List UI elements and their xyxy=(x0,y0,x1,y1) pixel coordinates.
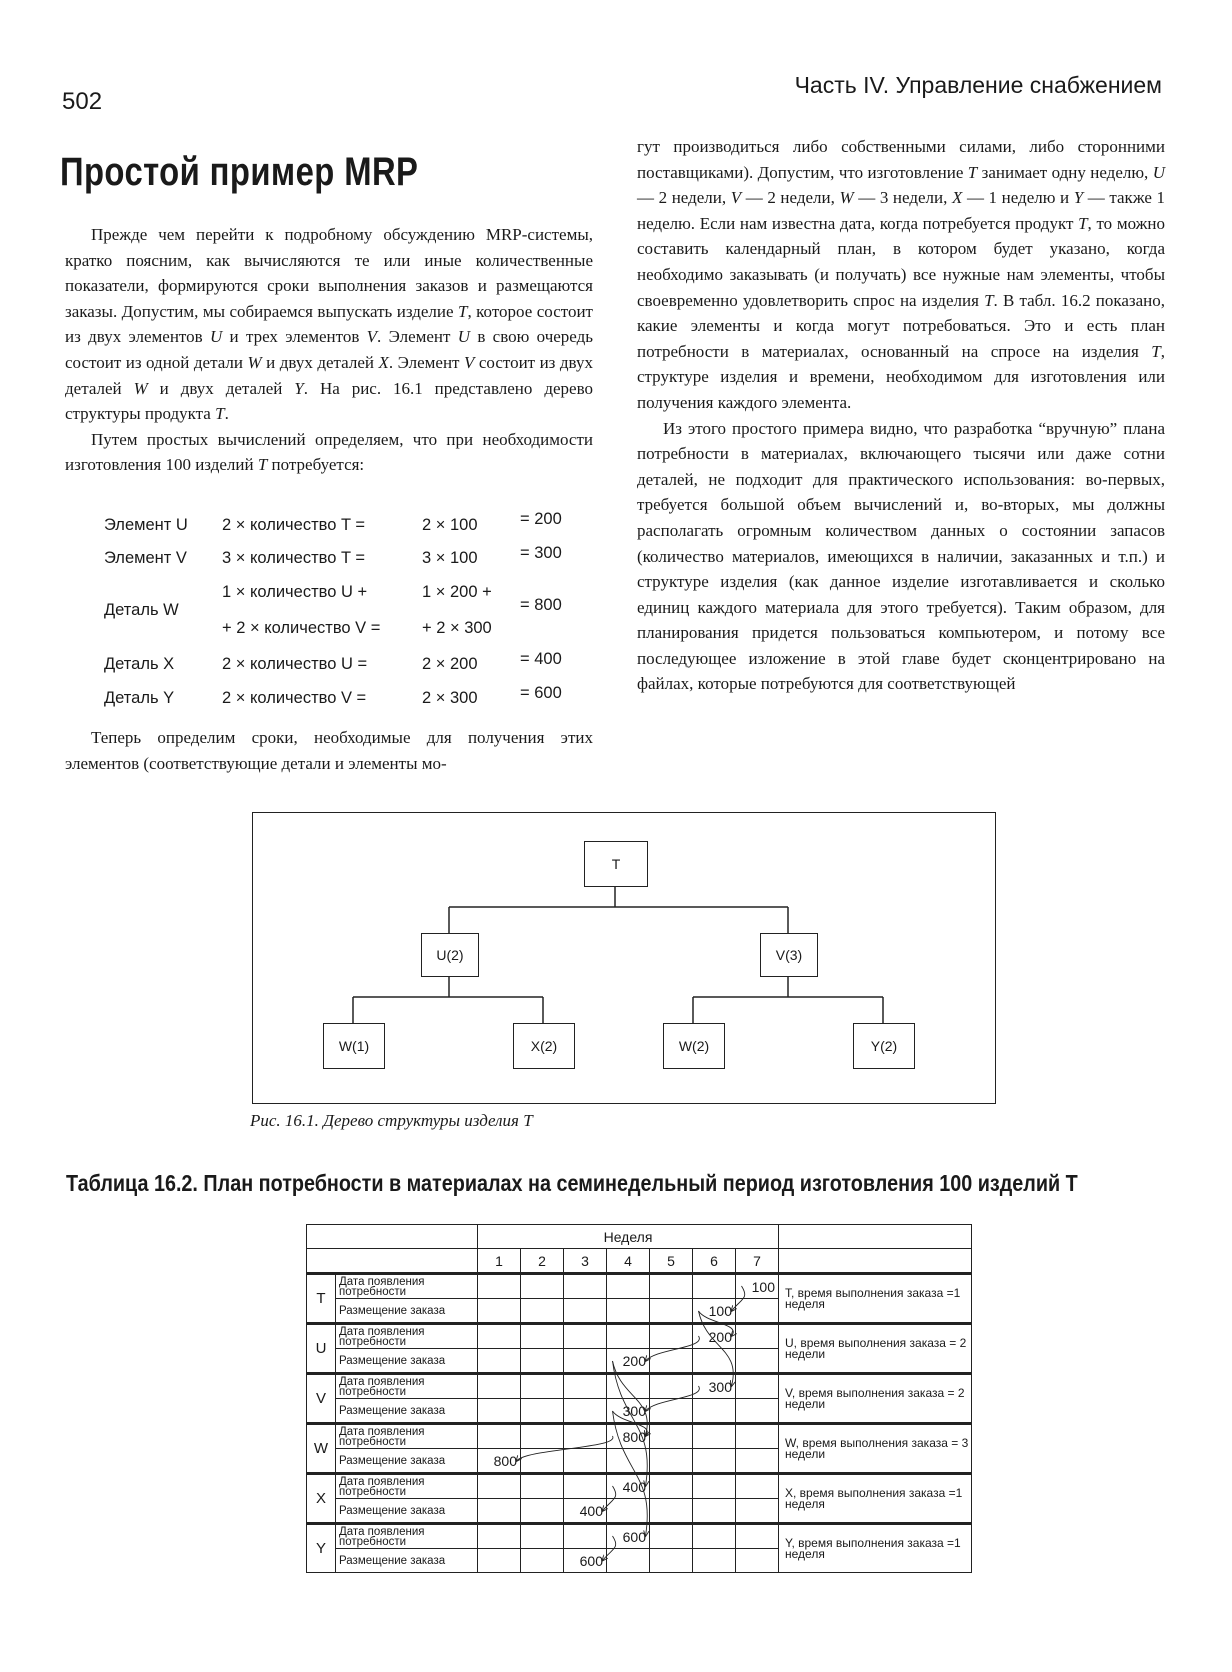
order-cell xyxy=(650,1549,693,1573)
week-number: 6 xyxy=(693,1249,736,1274)
need-cell xyxy=(521,1274,564,1299)
need-cell xyxy=(564,1374,607,1399)
need-cell xyxy=(564,1474,607,1499)
need-cell xyxy=(478,1424,521,1449)
need-cell xyxy=(521,1374,564,1399)
week-number: 4 xyxy=(607,1249,650,1274)
order-label: Размещение заказа xyxy=(336,1549,478,1573)
order-cell xyxy=(693,1349,736,1374)
note-header xyxy=(779,1225,972,1249)
calc-expr: 1 × 200 + xyxy=(422,583,492,601)
calc-label: Деталь Y xyxy=(104,689,175,707)
order-cell xyxy=(650,1449,693,1474)
left-column-end xyxy=(65,725,593,776)
need-cell xyxy=(736,1474,779,1499)
order-cell xyxy=(650,1299,693,1324)
calc-result: = 400 xyxy=(520,650,562,668)
order-cell xyxy=(521,1299,564,1324)
need-cell xyxy=(564,1524,607,1549)
mrp-table xyxy=(306,1224,972,1573)
need-cell xyxy=(521,1474,564,1499)
calc-label: Деталь W xyxy=(104,601,179,619)
need-cell xyxy=(564,1424,607,1449)
paragraph: Из этого простого примера видно, что разработка “вручную” плана потребности в материалах, включающего тысячи или даже сотни деталей, не подходит для практического использования: во-первых, требуется большой объем вычислений и, во-вторых, мы должны располагать огромным количеством данных о состоянии запасов (количество материалов, имеющихся в наличии, заказанных и т.п.) и структуре изделия (как данное изделие изготавливается и сколько единиц каждого материала для этого требуется). Таким образом, для планирования придется пользоваться компьютером, и потому все последующее изложение в этой главе будет сконцентрировано на файлах, которые потребуются для соответствующей xyxy=(637,418,1165,694)
item-code: V xyxy=(307,1374,336,1424)
paragraph: гут производиться либо собственными силами, либо сторонними поставщиками). Допустим, что изготовление T занимает одну неделю, U — 2 недели, V — 2 недели, W — 3 недели, X — 1 неделю и Y — также 1 неделю. Если нам известна дата, когда потребуется продукт T, то можно составить календарный план, в котором будет указано, когда необходимо заказывать (и получать) все нужные нам элементы, чтобы своевременно удовлетворить спрос на изделия T. В табл. 16.2 показано, какие элементы и когда могут потребоваться. Это и есть план потребности в материалах, основанный на спросе на изделия T, структуре изделия и времени, необходимом для изготовления или получения каждого элемента. xyxy=(637,137,1166,412)
order-cell: 800 xyxy=(478,1449,521,1474)
need-cell xyxy=(607,1374,650,1399)
order-cell xyxy=(478,1399,521,1424)
calc-result: = 800 xyxy=(520,596,562,614)
need-cell xyxy=(736,1424,779,1449)
order-cell xyxy=(650,1399,693,1424)
order-cell xyxy=(736,1399,779,1424)
need-cell xyxy=(736,1374,779,1399)
need-cell xyxy=(693,1524,736,1549)
tree-node-v: V(3) xyxy=(760,933,818,977)
paragraph: Теперь определим сроки, необходимые для получения этих элементов (соответствующие детали и элементы мо- xyxy=(65,728,593,773)
need-cell xyxy=(693,1424,736,1449)
item-code: W xyxy=(307,1424,336,1474)
order-cell xyxy=(736,1449,779,1474)
need-cell xyxy=(564,1324,607,1349)
order-cell: 400 xyxy=(564,1499,607,1524)
order-cell xyxy=(736,1499,779,1524)
week-number: 7 xyxy=(736,1249,779,1274)
calc-result: = 200 xyxy=(520,510,562,528)
order-cell xyxy=(607,1499,650,1524)
order-cell xyxy=(478,1299,521,1324)
calc-result: = 300 xyxy=(520,544,562,562)
order-cell xyxy=(607,1299,650,1324)
calc-result: = 600 xyxy=(520,684,562,702)
calc-formula: 2 × количество V = xyxy=(222,689,367,707)
need-cell xyxy=(521,1324,564,1349)
order-cell: 100 xyxy=(693,1299,736,1324)
order-cell xyxy=(607,1449,650,1474)
running-head: Часть IV. Управление снабжением xyxy=(794,72,1162,98)
note-header xyxy=(779,1249,972,1274)
need-cell xyxy=(650,1324,693,1349)
order-cell xyxy=(736,1549,779,1573)
order-cell xyxy=(564,1299,607,1324)
need-cell xyxy=(564,1274,607,1299)
need-cell xyxy=(693,1274,736,1299)
need-label: Дата появления потребности xyxy=(336,1524,478,1549)
week-header: Неделя xyxy=(478,1225,779,1249)
paragraph: Путем простых вычислений определяем, что при необходимости изготовления 100 изделий T потребуется: xyxy=(65,429,593,475)
order-cell xyxy=(564,1399,607,1424)
item-code: X xyxy=(307,1474,336,1524)
calc-expr: + 2 × 300 xyxy=(422,619,492,637)
order-cell xyxy=(521,1349,564,1374)
calc-label: Элемент U xyxy=(104,516,188,534)
need-label: Дата появления потребности xyxy=(336,1274,478,1299)
order-cell xyxy=(521,1399,564,1424)
need-cell xyxy=(650,1374,693,1399)
need-cell xyxy=(607,1274,650,1299)
order-cell xyxy=(564,1449,607,1474)
order-cell xyxy=(564,1349,607,1374)
calc-formula: 2 × количество U = xyxy=(222,655,368,673)
calc-expr: 2 × 300 xyxy=(422,689,478,707)
calc-formula: 1 × количество U + xyxy=(222,583,368,601)
lead-time-note: Y, время выполнения заказа =1 неделя xyxy=(779,1524,972,1573)
need-cell xyxy=(650,1474,693,1499)
order-cell xyxy=(478,1549,521,1573)
item-code: Y xyxy=(307,1524,336,1573)
lead-time-note: U, время выполнения заказа = 2 недели xyxy=(779,1324,972,1374)
week-number: 2 xyxy=(521,1249,564,1274)
figure-caption: Рис. 16.1. Дерево структуры изделия T xyxy=(250,1111,533,1130)
structure-tree-figure xyxy=(252,812,996,1104)
need-cell xyxy=(650,1524,693,1549)
lead-time-note: W, время выполнения заказа = 3 недели xyxy=(779,1424,972,1474)
item-code: U xyxy=(307,1324,336,1374)
order-cell xyxy=(521,1449,564,1474)
need-cell xyxy=(736,1324,779,1349)
left-column xyxy=(65,222,593,478)
lead-time-note: T, время выполнения заказа =1 неделя xyxy=(779,1274,972,1324)
need-cell: 600 xyxy=(607,1524,650,1549)
tree-node-u: U(2) xyxy=(421,933,479,977)
tree-node-w2: W(2) xyxy=(663,1023,725,1069)
right-column xyxy=(637,134,1165,697)
need-label: Дата появления потребности xyxy=(336,1474,478,1499)
need-cell: 400 xyxy=(607,1474,650,1499)
calc-expr: 2 × 200 xyxy=(422,655,478,673)
order-cell xyxy=(693,1449,736,1474)
need-cell xyxy=(478,1324,521,1349)
order-cell: 200 xyxy=(607,1349,650,1374)
calc-expr: 2 × 100 xyxy=(422,516,478,534)
calc-label: Деталь X xyxy=(104,655,175,673)
need-cell: 800 xyxy=(607,1424,650,1449)
tree-node-w1: W(1) xyxy=(323,1023,385,1069)
paragraph: Прежде чем перейти к подробному обсуждению MRP-системы, кратко поясним, как вычисляются те или иные количественные показатели, формируются сроки выполнения заказов и размещаются заказы. Допустим, мы собираемся выпускать изделие T, которое состоит из двух элементов U и трех элементов V. Элемент U в свою очередь состоит из одной детали W и двух деталей X. Элемент V состоит из двух деталей W и двух деталей Y. На рис. 16.1 представлено дерево структуры продукта T. xyxy=(65,225,594,424)
order-cell: 300 xyxy=(607,1399,650,1424)
order-label: Размещение заказа xyxy=(336,1449,478,1474)
tree-node-x: X(2) xyxy=(513,1023,575,1069)
need-cell: 300 xyxy=(693,1374,736,1399)
week-number: 3 xyxy=(564,1249,607,1274)
need-cell xyxy=(478,1524,521,1549)
need-cell xyxy=(650,1274,693,1299)
tree-node-y: Y(2) xyxy=(853,1023,915,1069)
need-label: Дата появления потребности xyxy=(336,1374,478,1399)
order-cell xyxy=(736,1349,779,1374)
tree-node-t: T xyxy=(584,841,648,887)
order-cell xyxy=(693,1499,736,1524)
calc-formula: 3 × количество T = xyxy=(222,549,365,567)
need-cell xyxy=(478,1374,521,1399)
order-cell: 600 xyxy=(564,1549,607,1573)
table-corner xyxy=(307,1225,478,1249)
order-cell xyxy=(521,1549,564,1573)
lead-time-note: V, время выполнения заказа = 2 недели xyxy=(779,1374,972,1424)
order-cell xyxy=(607,1549,650,1573)
need-cell xyxy=(478,1274,521,1299)
need-cell xyxy=(650,1424,693,1449)
need-cell: 100 xyxy=(736,1274,779,1299)
need-label: Дата появления потребности xyxy=(336,1324,478,1349)
order-label: Размещение заказа xyxy=(336,1399,478,1424)
order-label: Размещение заказа xyxy=(336,1299,478,1324)
need-cell xyxy=(478,1474,521,1499)
need-cell xyxy=(607,1324,650,1349)
calc-expr: 3 × 100 xyxy=(422,549,478,567)
need-cell xyxy=(521,1524,564,1549)
order-cell xyxy=(478,1499,521,1524)
need-cell xyxy=(693,1474,736,1499)
section-title: Простой пример MRP xyxy=(60,150,419,194)
need-cell: 200 xyxy=(693,1324,736,1349)
calc-formula: + 2 × количество V = xyxy=(222,619,381,637)
table-title: Таблица 16.2. План потребности в материалах на семинедельный период изготовления 100 изделий T xyxy=(66,1170,1078,1196)
item-code: T xyxy=(307,1274,336,1324)
mrp-grid xyxy=(306,1224,972,1573)
order-cell xyxy=(650,1499,693,1524)
order-cell xyxy=(736,1299,779,1324)
order-label: Размещение заказа xyxy=(336,1349,478,1374)
order-cell xyxy=(650,1349,693,1374)
table-corner xyxy=(307,1249,478,1274)
lead-time-note: X, время выполнения заказа =1 неделя xyxy=(779,1474,972,1524)
order-label: Размещение заказа xyxy=(336,1499,478,1524)
order-cell xyxy=(478,1349,521,1374)
order-cell xyxy=(693,1549,736,1573)
need-label: Дата появления потребности xyxy=(336,1424,478,1449)
page-number: 502 xyxy=(62,88,103,115)
week-number: 1 xyxy=(478,1249,521,1274)
order-cell xyxy=(521,1499,564,1524)
calc-label: Элемент V xyxy=(104,549,187,567)
week-number: 5 xyxy=(650,1249,693,1274)
order-cell xyxy=(693,1399,736,1424)
need-cell xyxy=(521,1424,564,1449)
calc-formula: 2 × количество T = xyxy=(222,516,365,534)
need-cell xyxy=(736,1524,779,1549)
